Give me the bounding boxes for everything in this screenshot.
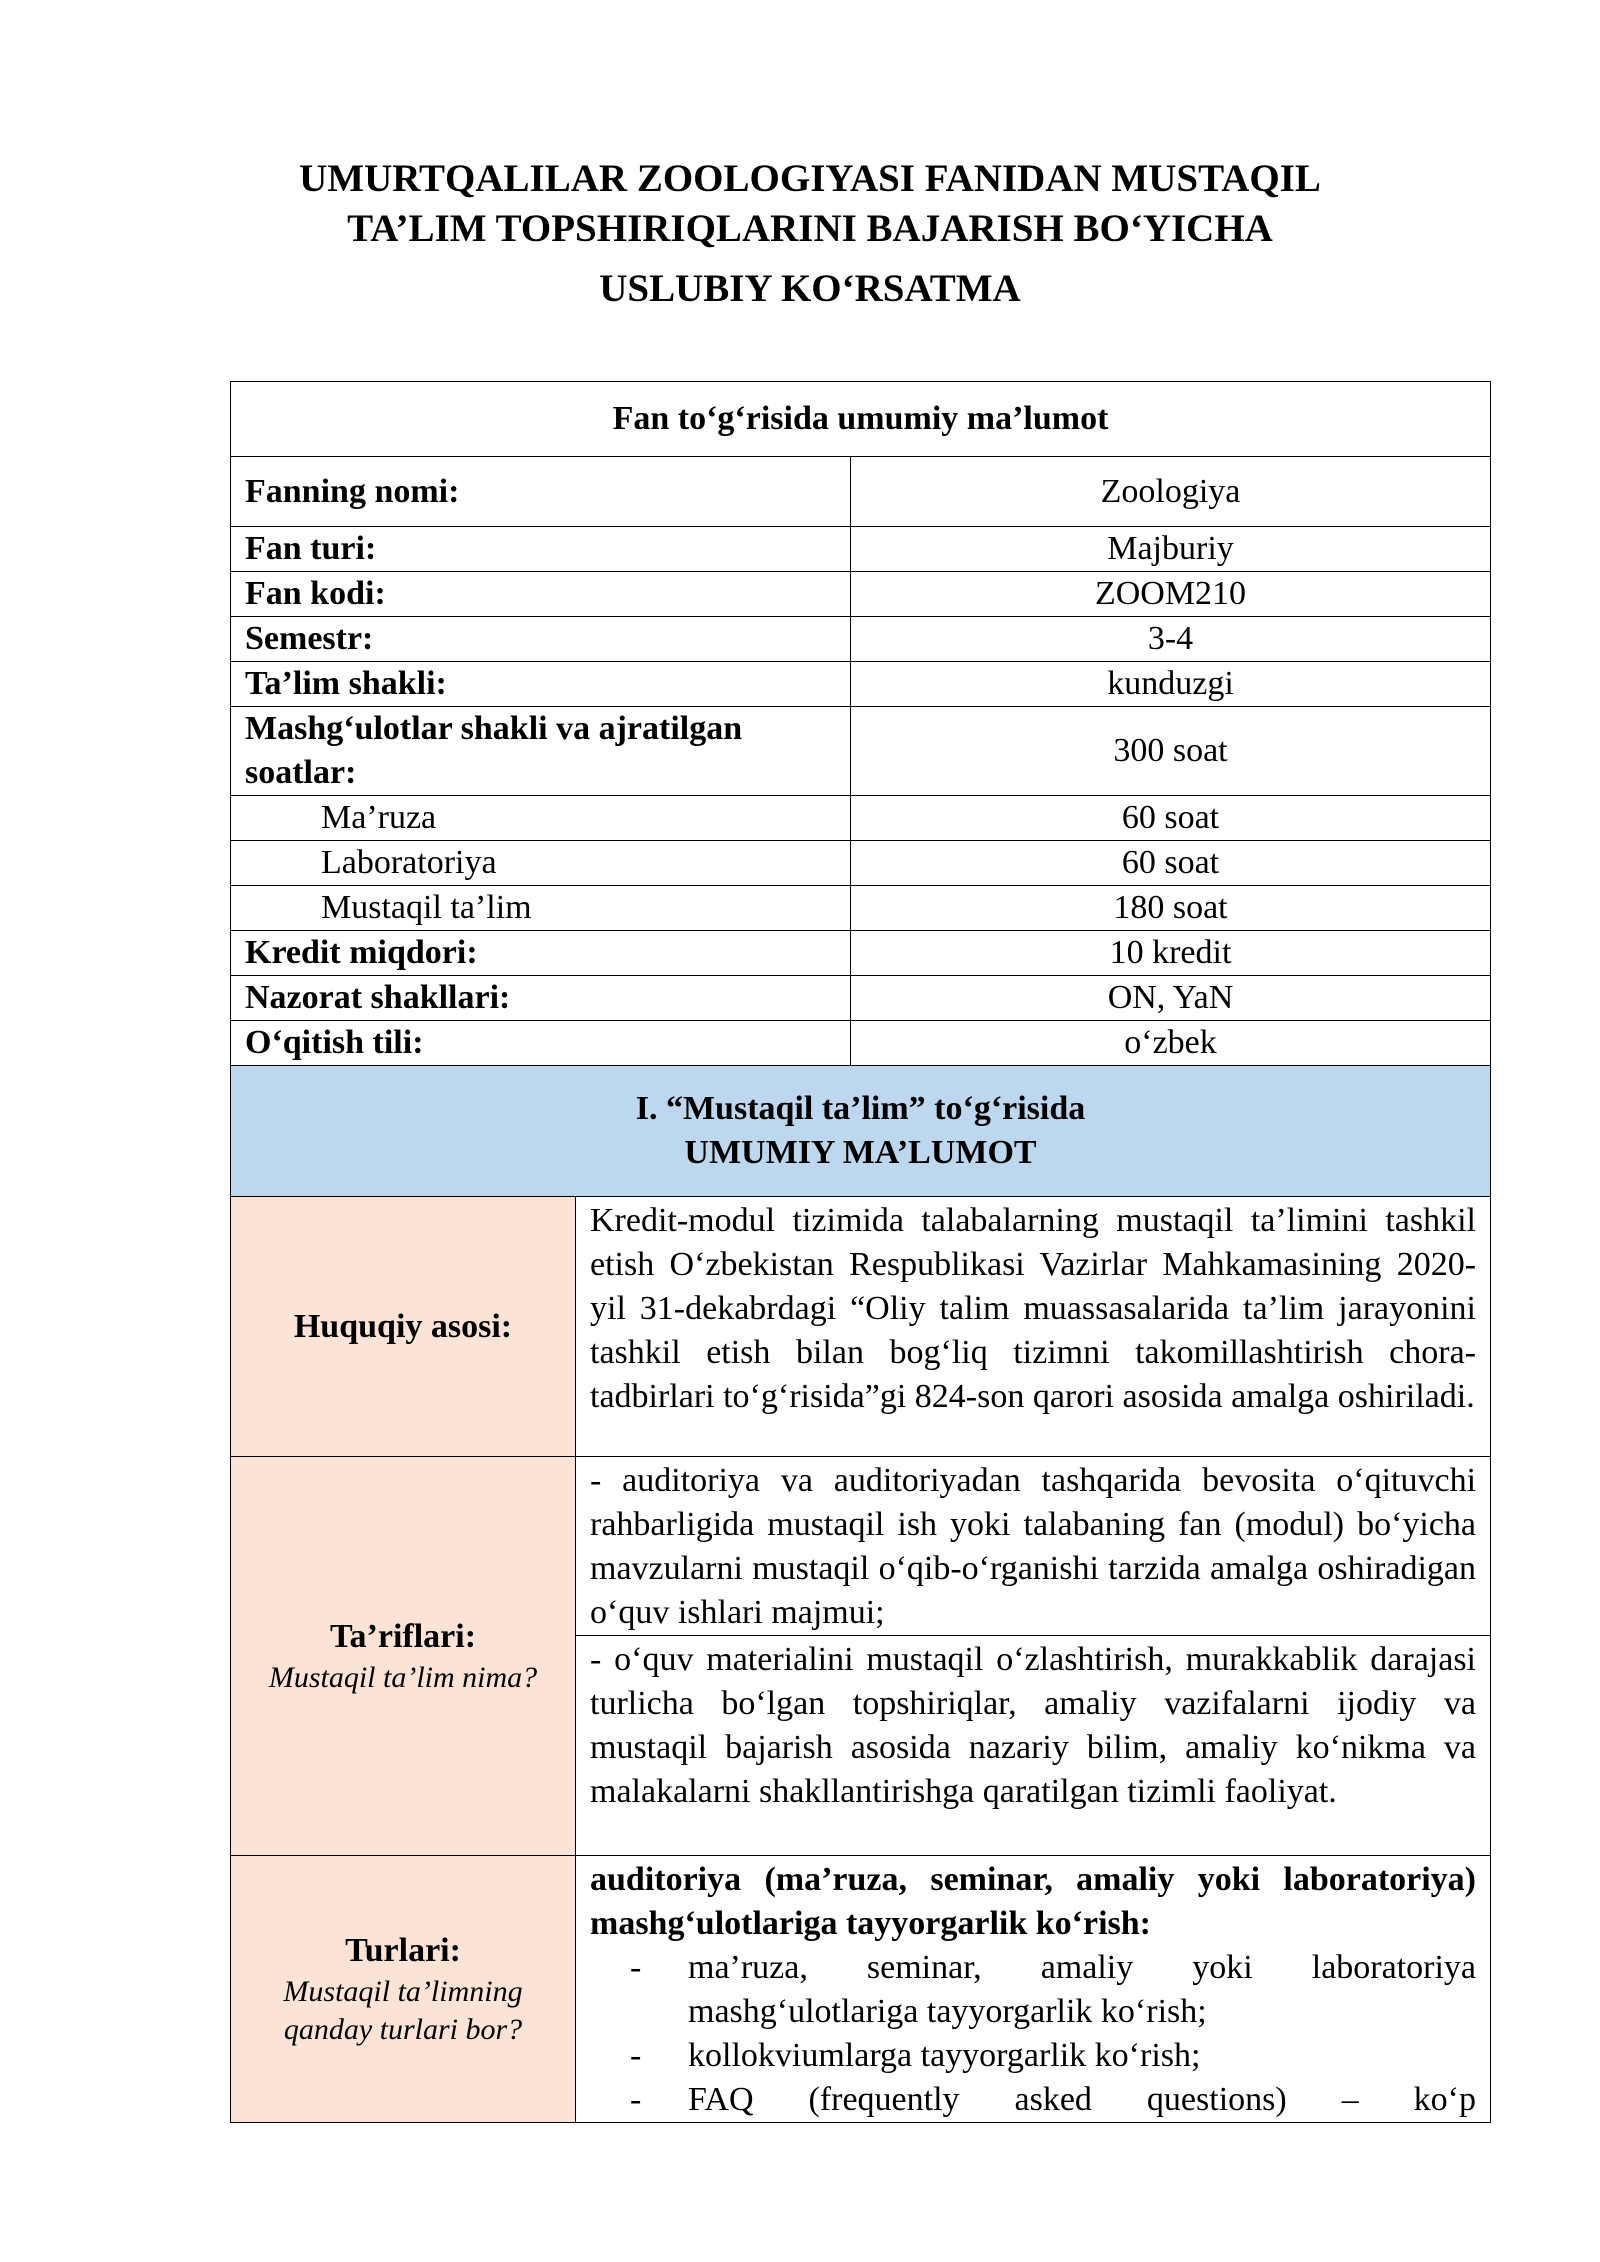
document-subtitle: USLUBIY KO‘RSATMA [599, 267, 1021, 310]
info-value-laboratory: 60 soat [851, 841, 1491, 886]
info-value-assessment: ON, YaN [851, 976, 1491, 1021]
types-label-cell [231, 1856, 576, 2123]
info-value-independent-study: 180 soat [851, 886, 1491, 931]
info-value-course-type: Majburiy [851, 527, 1491, 572]
types-list [590, 1946, 1476, 2122]
section-heading-line-1: I. “Mustaqil ta’lim” to‘g‘risida [635, 1090, 1086, 1127]
info-label-course-type: Fan turi: [231, 527, 851, 572]
types-label: Turlari: [345, 1932, 461, 1969]
legal-basis-text: Kredit-modul tizimida talabalarning mustaqil ta’limini tashkil etish O‘zbekistan Respublikasi Vazirlar Mahkamasining 2020-yil 31-dekabrdagi “Oliy talim muassasalarida ta’lim jarayonini tashkil etish bilan bog‘liq tizimni takomillashtirish chora-tadbirlari to‘g‘risida”gi 824-son qarori asosida amalga oshiriladi. [590, 1202, 1477, 1415]
definition-2-cell [576, 1636, 1491, 1856]
definition-1-cell [576, 1457, 1491, 1636]
definition-1-text: - auditoriya va auditoriyadan tashqarida bevosita o‘qituvchi rahbarligida mustaqil ish yoki talabaning fan (modul) bo‘yicha mavzularni mustaqil o‘qib-o‘rganishi tarzida amalga oshiradigan o‘quv ishlari majmui; [590, 1462, 1477, 1631]
list-item: - kollokviumlarga tayyorgarlik ko‘rish; [630, 2034, 1476, 2078]
info-value-credits: 10 kredit [851, 931, 1491, 976]
info-label-course-code: Fan kodi: [231, 572, 851, 617]
document-title [230, 154, 1390, 254]
info-label-lecture: Ma’ruza [231, 796, 851, 841]
types-question: Mustaqil ta’limning qanday turlari bor? [283, 1975, 523, 2046]
info-value-language: o‘zbek [851, 1021, 1491, 1066]
definitions-question: Mustaqil ta’lim nima? [268, 1661, 538, 1694]
info-label-credits: Kredit miqdori: [231, 931, 851, 976]
info-value-lecture: 60 soat [851, 796, 1491, 841]
types-text-cell [576, 1856, 1491, 2123]
info-value-course-code: ZOOM210 [851, 572, 1491, 617]
title-line-2: TA’LIM TOPSHIRIQLARINI BAJARISH BO‘YICHA [347, 207, 1273, 250]
info-value-semester: 3-4 [851, 617, 1491, 662]
list-item: - ma’ruza, seminar, amaliy yoki laboratoriya mashg‘ulotlariga tayyorgarlik ko‘rish; [630, 1946, 1476, 2034]
section-heading [231, 1066, 1491, 1197]
info-value-hours: 300 soat [851, 707, 1491, 796]
info-label-assessment: Nazorat shakllari: [231, 976, 851, 1021]
info-label-semester: Semestr: [231, 617, 851, 662]
info-label-independent-study: Mustaqil ta’lim [231, 886, 851, 931]
info-label-laboratory: Laboratoriya [231, 841, 851, 886]
info-value-course-name: Zoologiya [851, 457, 1491, 527]
definition-2-text: - o‘quv materialini mustaqil o‘zlashtirish, murakkablik darajasi turlicha bo‘lgan topshiriqlar, amaliy vazifalarni ijodiy va mustaqil bajarish asosida nazariy bilim, amaliy ko‘nikma va malakalarni shakllantirishga qaratilgan tizimli faoliyat. [590, 1641, 1477, 1810]
legal-basis-label-cell [231, 1197, 576, 1457]
info-label-course-name: Fanning nomi: [231, 457, 851, 527]
definitions-label-cell [231, 1457, 576, 1856]
info-label-hours: Mashg‘ulotlar shakli va ajratilgan soatlar: [231, 707, 851, 796]
info-label-study-form: Ta’lim shakli: [231, 662, 851, 707]
list-item: - FAQ (frequently asked questions) – ko‘p [630, 2078, 1476, 2122]
info-value-study-form: kunduzgi [851, 662, 1491, 707]
types-heading: auditoriya (ma’ruza, seminar, amaliy yoki laboratoriya) mashg‘ulotlariga tayyorgarlik ko‘rish: [590, 1861, 1477, 1942]
info-label-language: O‘qitish tili: [231, 1021, 851, 1066]
course-info-table [230, 381, 1490, 2123]
legal-basis-text-cell [576, 1197, 1491, 1457]
definitions-label: Ta’riflari: [329, 1618, 477, 1655]
info-table-header: Fan to‘g‘risida umumiy ma’lumot [231, 382, 1491, 457]
legal-basis-label: Huquqiy asosi: [293, 1307, 513, 1345]
title-line-1: UMURTQALILAR ZOOLOGIYASI FANIDAN MUSTAQIL [299, 157, 1321, 200]
section-heading-line-2: UMUMIY MA’LUMOT [684, 1134, 1037, 1171]
